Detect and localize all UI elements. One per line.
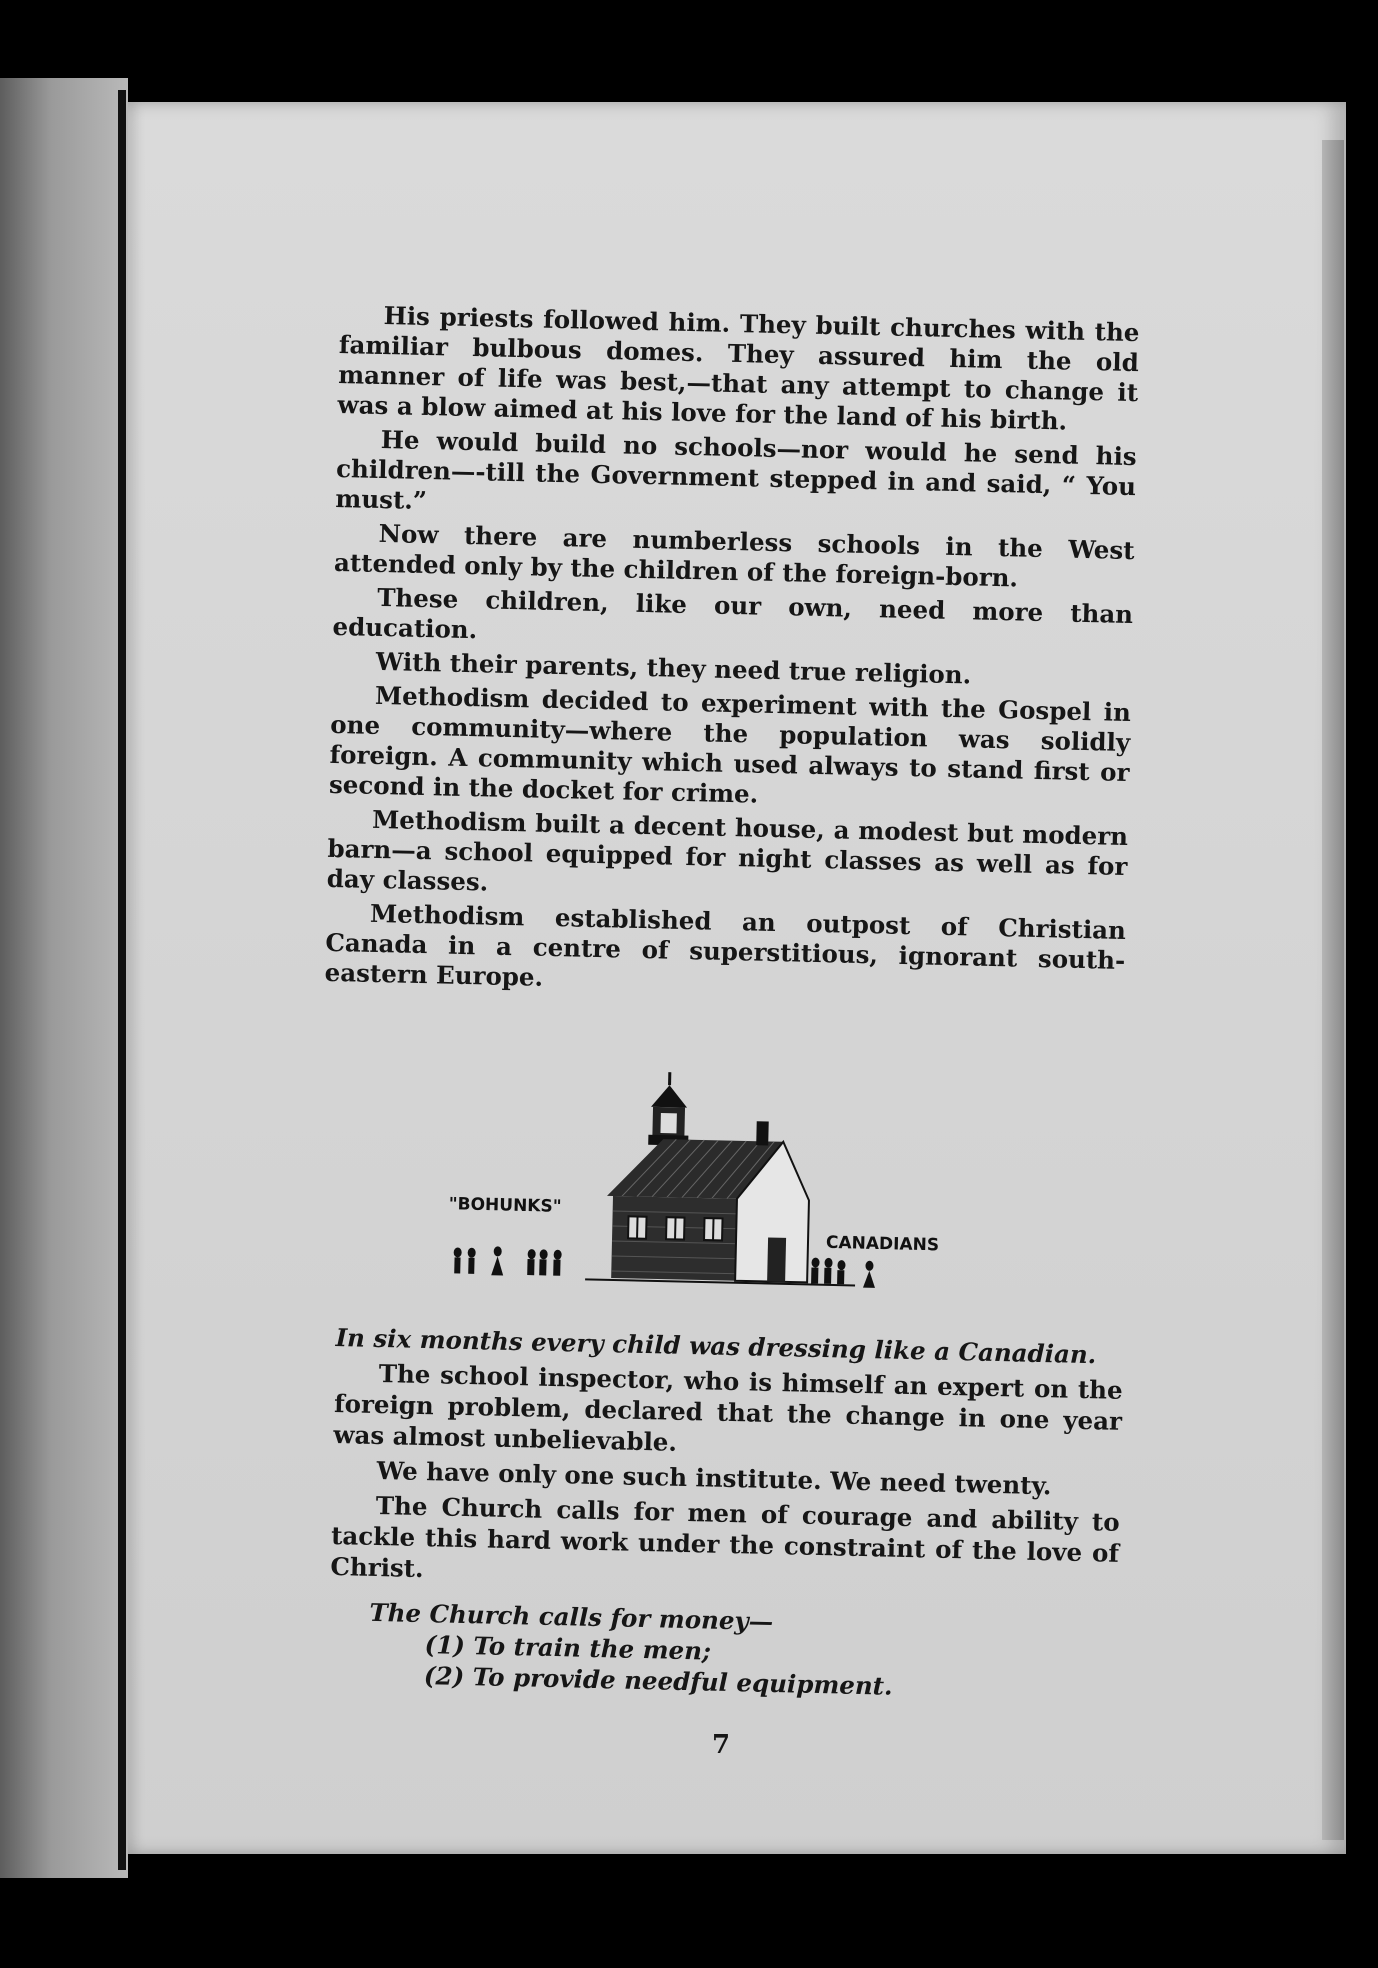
paragraph: His priests followed him. They built churches with the familiar bulbous domes. They assured him the old manner of life was best,—that any attempt to change it was a blow aimed at his love for the land of his birth. xyxy=(337,300,1140,436)
money-list xyxy=(368,1597,1118,1707)
paragraph: The school inspector, who is himself an expert on the foreign problem, declared that the change in one year was almost unbelievable. xyxy=(333,1358,1123,1457)
money-item: (2) To provide needful equipment. xyxy=(423,1661,893,1701)
bohunks-label: "BOHUNKS" xyxy=(448,1194,562,1217)
page-number: 7 xyxy=(712,1730,731,1760)
page-right-edge xyxy=(1322,140,1344,1840)
paragraph: Now there are numberless schools in the West attended only by the children of the foreign-born. xyxy=(333,518,1135,593)
paragraph: We have only one such institute. We need twenty. xyxy=(376,1455,1052,1501)
money-heading: The Church calls for money— xyxy=(369,1597,774,1636)
lower-text xyxy=(328,1322,1124,1707)
paragraph: These children, like our own, need more than education. xyxy=(332,582,1134,645)
paragraph: Methodism established an outpost of Christian Canada in a centre of superstitious, ignorant south-eastern Europe. xyxy=(324,898,1127,992)
canadians-label: CANADIANS xyxy=(825,1232,940,1256)
schoolhouse-illustration xyxy=(434,1062,1040,1326)
money-item: (1) To train the men; xyxy=(424,1630,712,1666)
paragraph: With their parents, they need true religion. xyxy=(375,646,972,690)
paragraph: The Church calls for men of courage and ability to tackle this hard work under the constraint of the love of Christ. xyxy=(330,1490,1120,1584)
paragraph: Methodism decided to experiment with the Gospel in one community—where the population was solidly foreign. A community which used always to stand first or second in the docket for crime. xyxy=(328,680,1132,809)
schoolhouse-drawing xyxy=(434,1062,1040,1326)
paragraph: He would build no schools—nor would he send his children—-till the Government stepped in and said, “ You must.” xyxy=(335,424,1137,516)
body-text xyxy=(324,300,1139,1010)
left-page-edge xyxy=(0,78,128,1878)
illustration-caption: In six months every child was dressing like a Canadian. xyxy=(335,1322,1097,1370)
book-spine xyxy=(118,90,126,1870)
paragraph: Methodism built a decent house, a modest but modern barn—a school equipped for night classes as well as for day classes. xyxy=(326,804,1129,897)
